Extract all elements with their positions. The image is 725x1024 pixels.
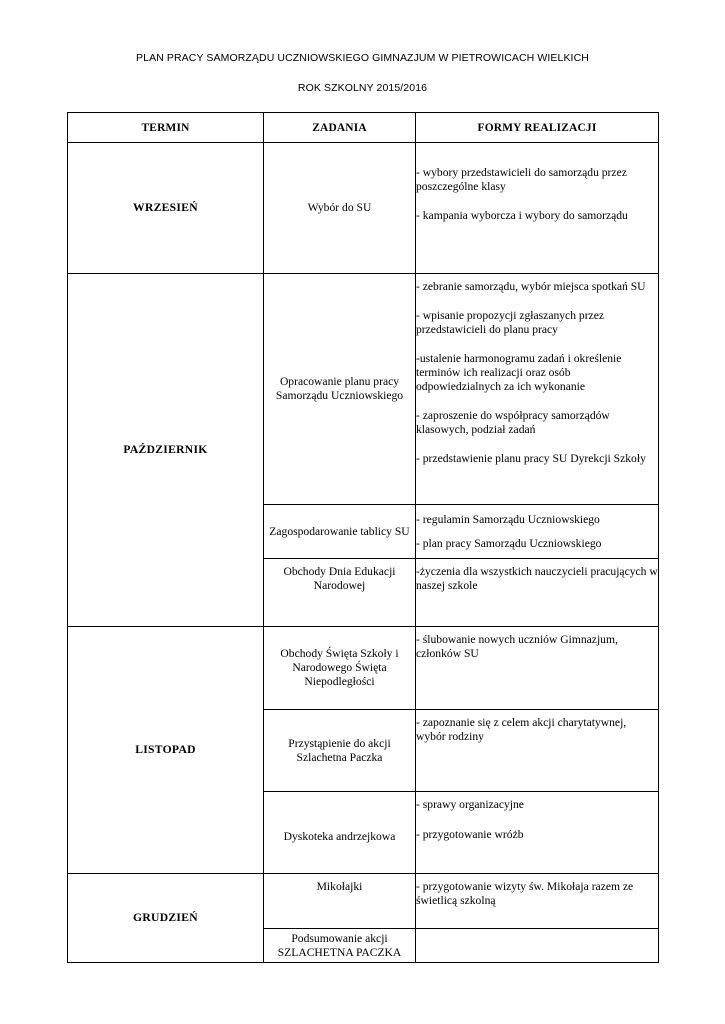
task-cell: Przystąpienie do akcji Szlachetna Paczka [264,710,416,792]
task-cell: Opracowanie planu pracy Samorządu Uczniowskiego [264,274,416,505]
table-header-row [68,113,659,143]
header-zadania: ZADANIA [264,113,416,143]
work-plan-table [67,112,659,963]
forms-cell [416,143,659,274]
term-cell-wrzesien: WRZESIEŃ [68,143,264,274]
form-item: - przygotowanie wróżb [416,828,524,841]
table-row [68,627,659,710]
form-item: - zaproszenie do współpracy samorządów klasowych, podział zadań [416,409,610,436]
forms-cell [416,505,659,559]
form-item: - plan pracy Samorządu Uczniowskiego [416,537,602,550]
table-row [68,874,659,929]
task-cell: Zagospodarowanie tablicy SU [264,505,416,559]
form-item: - wybory przedstawicieli do samorządu przez poszczególne klasy [416,166,627,193]
header-formy-realizacji: FORMY REALIZACJI [416,113,659,143]
task-cell: Dyskoteka andrzejkowa [264,792,416,874]
form-item: - zapoznanie się z celem akcji charytatywnej, wybór rodziny [416,716,627,743]
table-row [68,143,659,274]
forms-cell [416,274,659,505]
form-item: - regulamin Samorządu Uczniowskiego [416,513,600,526]
form-item: - przedstawienie planu pracy SU Dyrekcji Szkoły [416,452,646,465]
table-row [68,274,659,505]
form-item: - wpisanie propozycji zgłaszanych przez przedstawicieli do planu pracy [416,309,604,336]
document-subtitle: ROK SZKOLNY 2015/2016 [297,82,428,94]
task-cell: Wybór do SU [264,143,416,274]
forms-cell-empty [416,929,659,963]
form-item: - zebranie samorządu, wybór miejsca spotkań SU [416,280,646,293]
forms-cell [416,627,659,710]
task-cell: Obchody Dnia Edukacji Narodowej [264,559,416,627]
term-cell-grudzien: GRUDZIEŃ [68,874,264,963]
forms-cell [416,559,659,627]
term-cell-listopad: LISTOPAD [68,627,264,874]
form-item: - kampania wyborcza i wybory do samorządu [416,209,628,222]
term-cell-pazdziernik: PAŹDZIERNIK [68,274,264,627]
form-item: - sprawy organizacyjne [416,798,524,811]
form-item: -ustalenie harmonogramu zadań i określenie terminów ich realizacji oraz osób odpowiedzialnych za ich wykonanie [416,352,622,393]
form-item: - ślubowanie nowych uczniów Gimnazjum, członków SU [416,633,618,660]
task-cell: Podsumowanie akcji SZLACHETNA PACZKA [264,929,416,963]
forms-cell [416,874,659,929]
header-termin: TERMIN [68,113,264,143]
task-cell: Obchody Święta Szkoły i Narodowego Święta Niepodległości [264,627,416,710]
forms-cell [416,792,659,874]
task-cell: Mikołajki [264,874,416,929]
document-title: PLAN PRACY SAMORZĄDU UCZNIOWSKIEGO GIMNAZJUM W PIETROWICACH WIELKICH [136,52,589,64]
form-item: - przygotowanie wizyty św. Mikołaja razem ze świetlicą szkolną [416,880,634,907]
form-item: -życzenia dla wszystkich nauczycieli pracujących w naszej szkole [416,565,658,592]
forms-cell [416,710,659,792]
